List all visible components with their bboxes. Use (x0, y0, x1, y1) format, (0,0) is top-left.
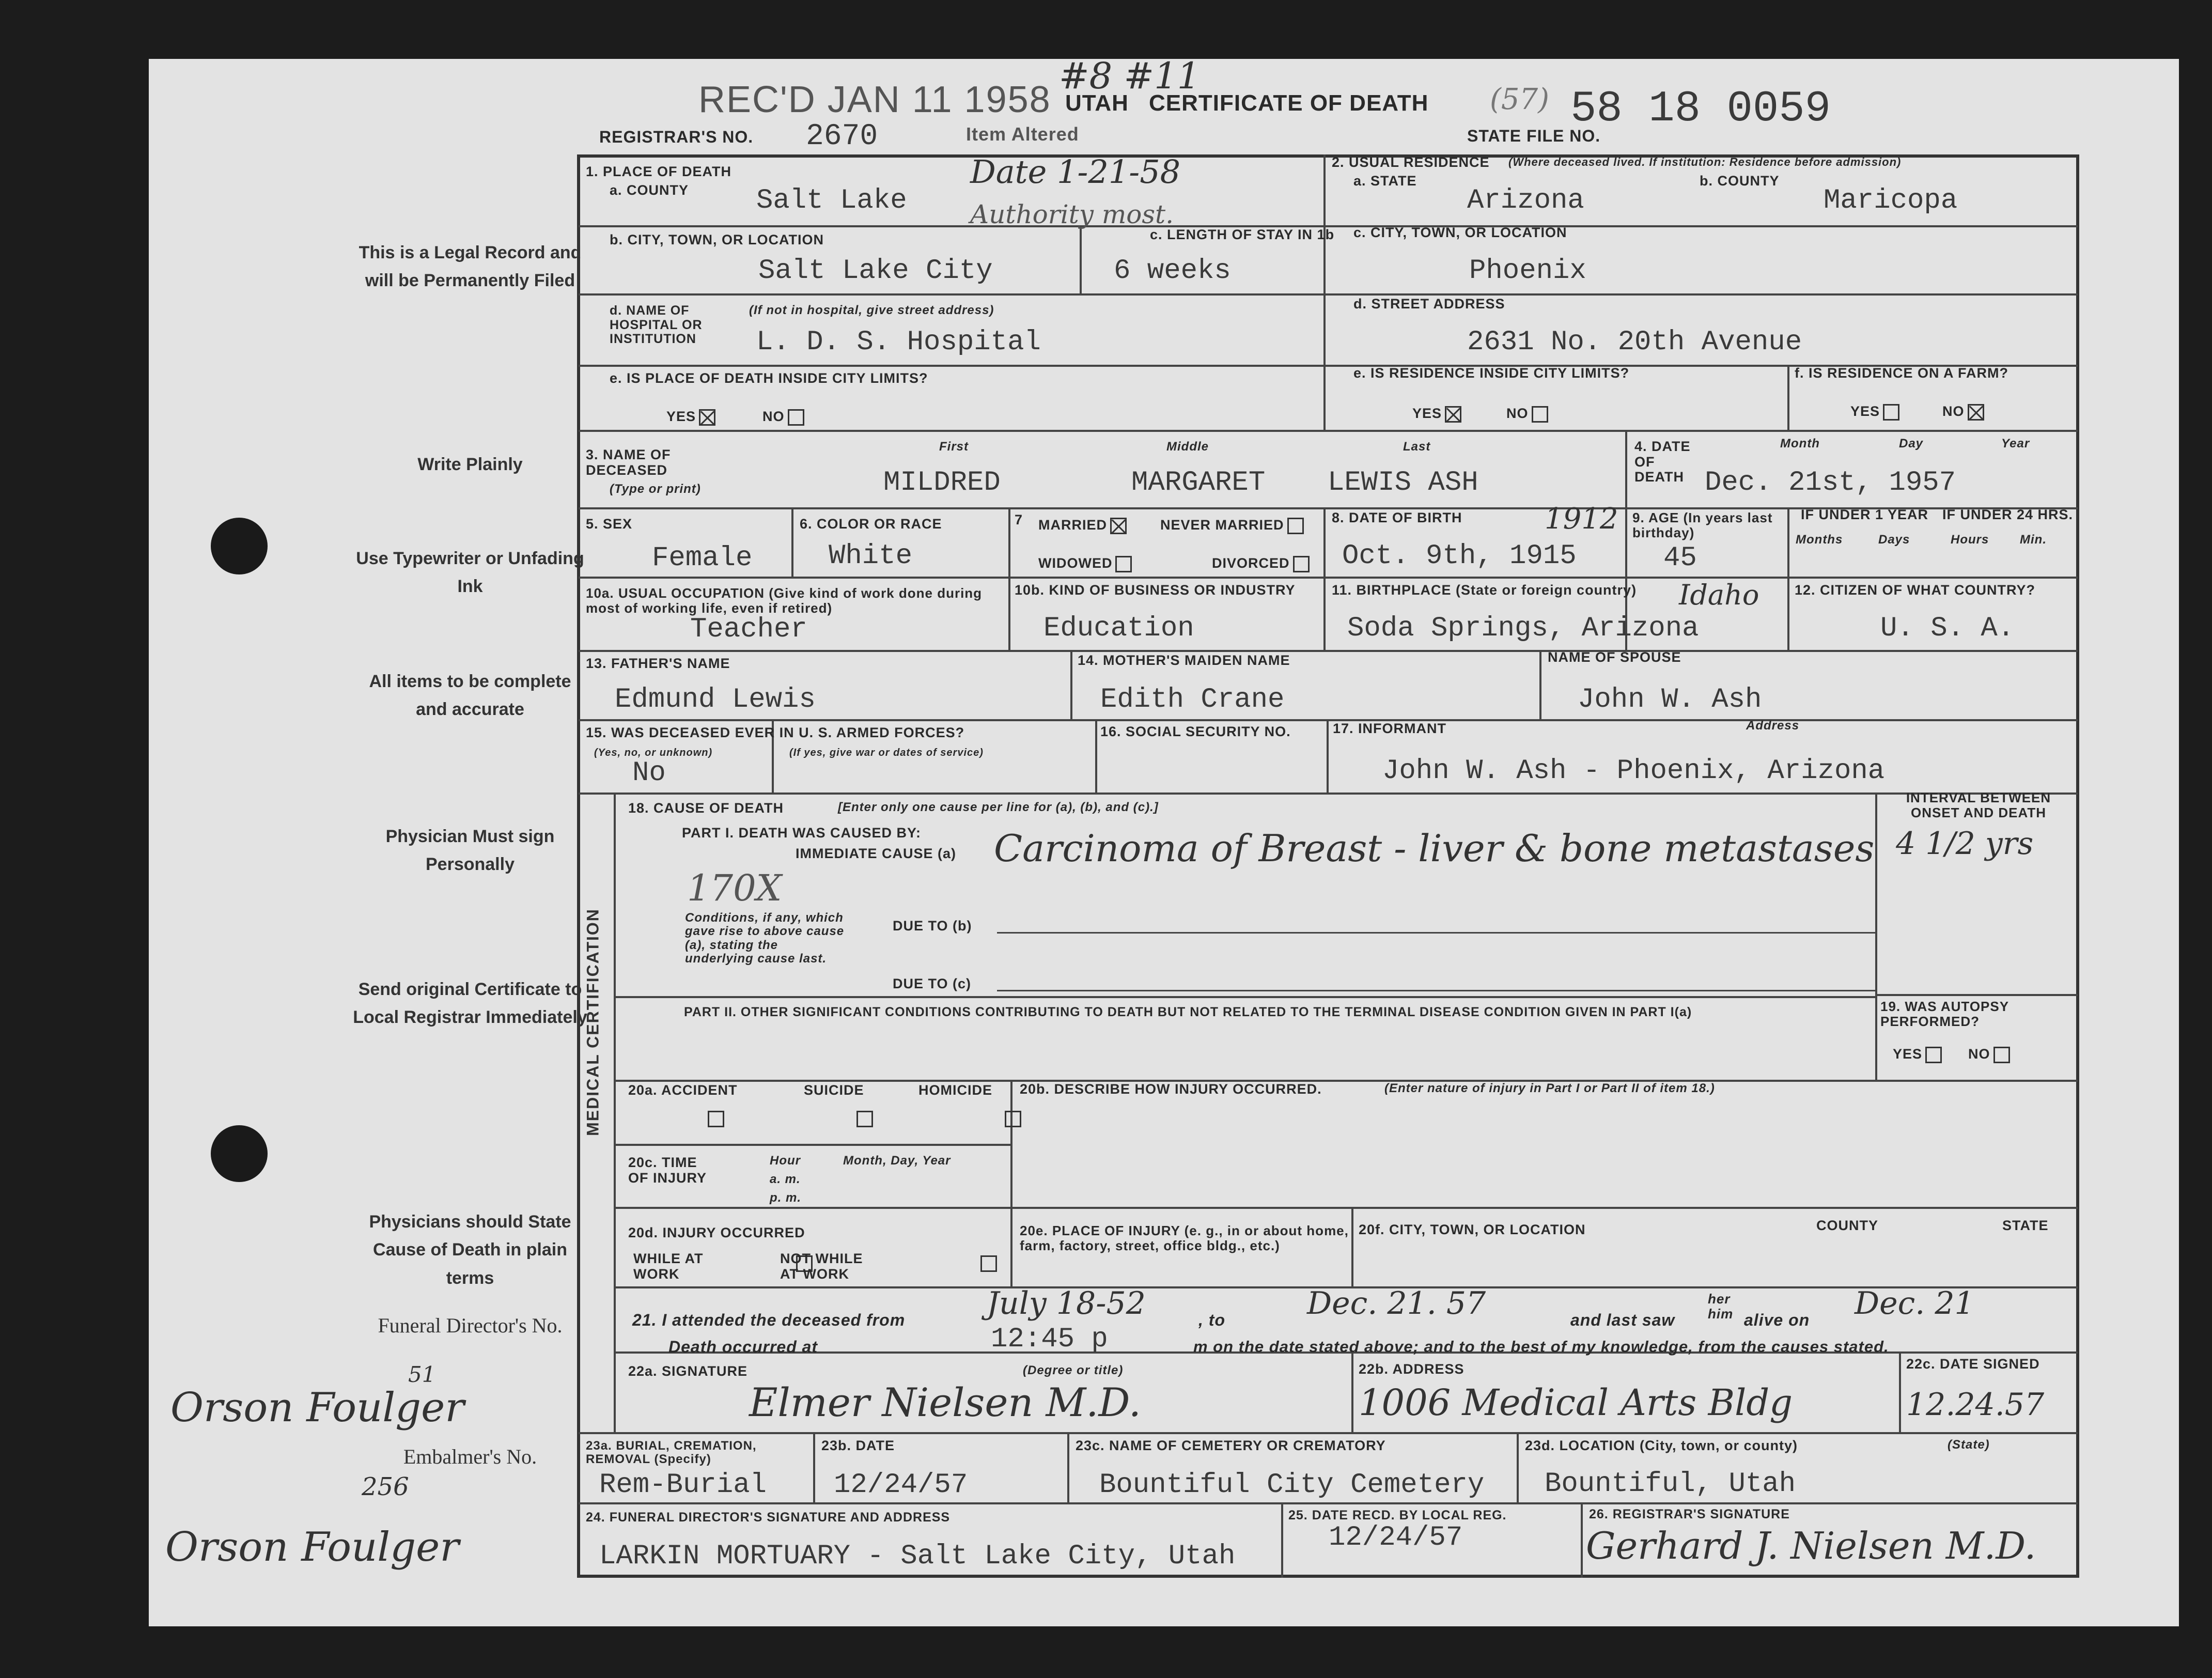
deceased-label: 3. NAME OF DECEASED (586, 447, 671, 478)
homicide-checkbox[interactable] (1005, 1111, 1021, 1127)
date-recd-value: 12/24/57 (1329, 1522, 1463, 1553)
immediate-cause-label: IMMEDIATE CAUSE (a) (796, 846, 957, 861)
conditions-note: Conditions, if any, which gave rise to above cause (a), stating the underlying cause last. (685, 911, 845, 966)
punch-hole (211, 518, 268, 574)
hours-label: Hours (1951, 533, 1989, 547)
first-name-label: First (939, 440, 969, 454)
under-24-hrs-label: IF UNDER 24 HRS. (1942, 507, 2074, 522)
date-signed-value: 12.24.57 (1906, 1387, 2045, 1423)
last-name-value: LEWIS ASH (1328, 467, 1478, 499)
father-label: 13. FATHER'S NAME (586, 656, 730, 671)
color-value: White (829, 540, 913, 572)
street-label: d. STREET ADDRESS (1353, 296, 1505, 312)
mother-label: 14. MOTHER'S MAIDEN NAME (1078, 652, 1290, 668)
place-of-death-label: 1. PLACE OF DEATH (586, 164, 732, 179)
injury-state-label: STATE (2002, 1218, 2049, 1233)
year-label: Year (2001, 437, 2030, 450)
part2-label: PART II. OTHER SIGNIFICANT CONDITIONS CONTRIBUTING TO DEATH BUT NOT RELATED TO THE TERMINAL DISEASE CONDITION GIVEN IN PART I(a) (684, 1005, 1692, 1019)
age-value: 45 (1663, 542, 1697, 574)
registrar-signature: Gerhard J. Nielsen M.D. (1586, 1524, 2036, 1567)
signature-label: 22a. SIGNATURE (628, 1363, 748, 1379)
residence-label: 2. USUAL RESIDENCE (1332, 154, 1490, 170)
age-label: 9. AGE (In years last birthday) (1632, 510, 1773, 540)
due-to-b-label: DUE TO (b) (893, 918, 972, 934)
funeral-director-value: LARKIN MORTUARY - Salt Lake City, Utah (599, 1541, 1236, 1572)
birthplace-correction: Idaho (1679, 579, 1759, 611)
burial-date-label: 23b. DATE (821, 1438, 895, 1453)
autopsy-yes[interactable]: YES (1893, 1047, 1942, 1063)
months-label: Months (1796, 533, 1843, 547)
burial-location-label: 23d. LOCATION (City, town, or county) (1525, 1438, 1798, 1453)
cause-note: [Enter only one cause per line for (a), (b), and (c).] (838, 800, 1159, 814)
registrar-signature-label: 26. REGISTRAR'S SIGNATURE (1589, 1507, 1790, 1521)
hour-label: Hour (770, 1154, 801, 1168)
state-file-label: STATE FILE NO. (1467, 127, 1601, 145)
physician-signature: Elmer Nielsen M.D. (749, 1379, 1141, 1425)
residence-inside-city-no[interactable]: NO (1506, 406, 1548, 423)
funeral-director-no: 51 (408, 1362, 436, 1387)
funeral-director-signature: Orson Foulger (170, 1385, 464, 1431)
death-occurred-rest: m on the date stated above; and to the best of my knowledge, from the causes stated. (1193, 1338, 1889, 1356)
birthplace-value: Soda Springs, Arizona (1347, 613, 1699, 644)
sex-label: 5. SEX (586, 516, 633, 532)
place-inside-city-label: e. IS PLACE OF DEATH INSIDE CITY LIMITS? (610, 370, 928, 386)
date-recd-label: 25. DATE RECD. BY LOCAL REG. (1288, 1508, 1507, 1522)
birth-year-correction: 1912 (1545, 502, 1618, 536)
sidebar-note-typewriter: Use Typewriter or Unfading Ink (356, 549, 584, 597)
death-occurred-label: Death occurred at (668, 1338, 818, 1356)
embalmer-label: Embalmer's No. (403, 1445, 537, 1468)
residence-inside-city-yes[interactable]: YES (1412, 406, 1461, 423)
day-label: Day (1899, 437, 1924, 450)
degree-note: (Degree or title) (1023, 1363, 1124, 1377)
autopsy-no[interactable]: NO (1968, 1047, 2010, 1063)
informant-address-label: Address (1746, 719, 1800, 733)
middle-name-label: Middle (1166, 440, 1209, 454)
mother-value: Edith Crane (1100, 684, 1285, 716)
residence-county-label: b. COUNTY (1700, 173, 1780, 189)
cemetery-label: 23c. NAME OF CEMETERY OR CREMATORY (1076, 1438, 1386, 1453)
sidebar-note-physician: Physician Must sign Personally (385, 827, 555, 875)
armed-forces-value: No (632, 757, 666, 789)
alive-on-label: alive on (1744, 1311, 1810, 1329)
stay-label: c. LENGTH OF STAY IN 1b (1150, 227, 1335, 242)
cause-code: 170X (687, 867, 782, 909)
burial-state-label: (State) (1948, 1438, 1990, 1452)
first-name-value: MILDRED (883, 467, 1001, 499)
death-date-value: Dec. 21st, 1957 (1705, 467, 1956, 499)
citizen-value: U. S. A. (1880, 613, 2015, 644)
her-him-label: her him (1708, 1291, 1734, 1322)
received-stamp: REC'D JAN 11 1958 (698, 79, 1051, 120)
hospital-label: d. NAME OF HOSPITAL OR INSTITUTION (610, 303, 703, 346)
embalmer-signature: Orson Foulger (165, 1524, 459, 1571)
days-label: Days (1878, 533, 1910, 547)
birthplace-label: 11. BIRTHPLACE (State or foreign country) (1332, 582, 1637, 598)
occupation-label: 10a. USUAL OCCUPATION (Give kind of work done during most of working life, even if retired) (586, 585, 983, 616)
married-option[interactable]: MARRIED (1038, 518, 1127, 534)
stay-value: 6 weeks (1114, 255, 1231, 287)
title-state: UTAH (1065, 90, 1129, 116)
injury-occurred-label: 20d. INJURY OCCURRED (628, 1225, 805, 1240)
sidebar-note-legal: This is a Legal Record and will be Permanently Filed (359, 243, 582, 291)
residence-state-value: Arizona (1467, 185, 1584, 216)
marital-label: 7 (1015, 512, 1023, 527)
residence-city-value: Phoenix (1469, 255, 1586, 287)
death-date-label: 4. DATE OF DEATH (1634, 439, 1691, 485)
attended-to: Dec. 21. 57 (1307, 1285, 1486, 1322)
burial-location-value: Bountiful, Utah (1545, 1468, 1796, 1500)
never-married-option[interactable]: NEVER MARRIED (1160, 518, 1304, 534)
suicide-label: SUICIDE (804, 1082, 864, 1098)
spouse-label: NAME OF SPOUSE (1548, 649, 1681, 665)
burial-label: 23a. BURIAL, CREMATION, REMOVAL (Specify) (586, 1439, 757, 1467)
cause-a-value: Carcinoma of Breast - liver & bone metastases (994, 827, 1875, 870)
item-altered: Item Altered (966, 123, 1079, 145)
month-day-year-label: Month, Day, Year (843, 1154, 951, 1168)
item-number-note: #8 #11 (1059, 55, 1201, 97)
embalmer-no: 256 (362, 1472, 409, 1501)
birth-label: 8. DATE OF BIRTH (1332, 510, 1462, 525)
physician-address: 1006 Medical Arts Bldg (1359, 1381, 1793, 1424)
while-at-work-label: WHILE AT WORK (633, 1251, 704, 1282)
residence-state-label: a. STATE (1353, 173, 1417, 189)
minutes-label: Min. (2020, 533, 2047, 547)
sidebar-note-cause: Physicians should State Cause of Death in plain terms (369, 1212, 571, 1288)
sex-value: Female (652, 542, 753, 574)
interval-value: 4 1/2 yrs (1896, 826, 2034, 862)
deceased-sub: (Type or print) (610, 482, 701, 496)
autopsy-label: 19. WAS AUTOPSY PERFORMED? (1880, 999, 2009, 1029)
father-value: Edmund Lewis (615, 684, 816, 716)
due-to-c-label: DUE TO (c) (893, 976, 972, 991)
ssn-label: 16. SOCIAL SECURITY NO. (1100, 724, 1291, 739)
death-city-value: Salt Lake City (758, 255, 993, 287)
armed-forces-label: 15. WAS DECEASED EVER IN U. S. ARMED FORCES? (586, 725, 965, 740)
attended-from: July 18-52 (987, 1285, 1146, 1322)
city-label: b. CITY, TOWN, OR LOCATION (610, 232, 824, 247)
color-label: 6. COLOR OR RACE (800, 516, 942, 532)
last-name-label: Last (1403, 440, 1431, 454)
injury-description-note: (Enter nature of injury in Part I or Part II of item 18.) (1384, 1081, 1715, 1095)
alive-on-date: Dec. 21 (1855, 1285, 1974, 1322)
death-time-value: 12:45 p (991, 1324, 1108, 1355)
injury-city-label: 20f. CITY, TOWN, OR LOCATION (1359, 1222, 1586, 1237)
burial-date-value: 12/24/57 (834, 1469, 968, 1501)
business-label: 10b. KIND OF BUSINESS OR INDUSTRY (1015, 582, 1296, 598)
widowed-option[interactable]: WIDOWED (1038, 556, 1132, 572)
injury-description-label: 20b. DESCRIBE HOW INJURY OCCURRED. (1020, 1081, 1322, 1097)
divorced-option[interactable]: DIVORCED (1212, 556, 1310, 572)
punch-hole (211, 1125, 268, 1182)
residence-city-label: c. CITY, TOWN, OR LOCATION (1353, 225, 1567, 240)
registrar-no-label: REGISTRAR'S NO. (599, 128, 754, 146)
sidebar-note-write: Write Plainly (417, 455, 523, 474)
residence-inside-city-label: e. IS RESIDENCE INSIDE CITY LIMITS? (1353, 365, 1630, 381)
accident-checkbox[interactable] (708, 1111, 724, 1127)
armed-forces-sub1: (Yes, no, or unknown) (594, 747, 713, 758)
attended-label: 21. I attended the deceased from (632, 1311, 906, 1329)
not-while-at-work-label: NOT WHILE AT WORK (780, 1251, 863, 1282)
date-signed-label: 22c. DATE SIGNED (1906, 1356, 2040, 1372)
cause-of-death-label: 18. CAUSE OF DEATH (628, 800, 784, 816)
physician-address-label: 22b. ADDRESS (1359, 1361, 1465, 1377)
sidebar-note-send: Send original Certificate to Local Registrar Immediately (353, 980, 587, 1028)
date-note: Date 1-21-58 (970, 153, 1181, 191)
under-1-year-label: IF UNDER 1 YEAR (1801, 507, 1929, 522)
medical-certification-label: MEDICAL CERTIFICATION (583, 908, 602, 1136)
county-label: a. COUNTY (610, 182, 689, 198)
burial-value: Rem-Burial (599, 1469, 767, 1501)
street-value: 2631 No. 20th Avenue (1467, 327, 1802, 358)
time-of-injury-label: 20c. TIME OF INJURY (628, 1155, 707, 1186)
sidebar-note-complete: All items to be complete and accurate (369, 672, 571, 720)
interval-label: INTERVAL BETWEEN ONSET AND DEATH (1906, 790, 2051, 820)
farm-label: f. IS RESIDENCE ON A FARM? (1795, 365, 2009, 381)
place-inside-city-yes[interactable]: YES (666, 409, 715, 426)
pm-label: p. m. (770, 1191, 802, 1205)
cemetery-value: Bountiful City Cemetery (1099, 1469, 1485, 1501)
injury-county-label: COUNTY (1816, 1218, 1878, 1233)
armed-forces-sub2: (If yes, give war or dates of service) (789, 747, 984, 758)
place-of-injury-label: 20e. PLACE OF INJURY (e. g., in or about home, farm, factory, street, office bldg., etc.) (1020, 1223, 1349, 1253)
farm-yes[interactable]: YES (1850, 404, 1899, 421)
hospital-note: (If not in hospital, give street address) (749, 303, 994, 317)
part1-label: PART I. DEATH WAS CAUSED BY: (682, 825, 922, 841)
residence-note: (Where deceased lived. If institution: Residence before admission) (1508, 156, 1902, 168)
am-label: a. m. (770, 1172, 801, 1186)
death-county-value: Salt Lake (756, 185, 907, 216)
not-while-at-work-checkbox[interactable] (980, 1255, 997, 1272)
state-file-no: 58 18 0059 (1570, 85, 1831, 134)
spouse-value: John W. Ash (1578, 684, 1762, 716)
suicide-checkbox[interactable] (856, 1111, 873, 1127)
authority-note: Authority most. (970, 199, 1174, 229)
certificate-title: CERTIFICATE OF DEATH (1149, 90, 1429, 116)
funeral-director-label: Funeral Director's No. (378, 1314, 563, 1337)
citizen-label: 12. CITIZEN OF WHAT COUNTRY? (1795, 582, 2035, 598)
informant-label: 17. INFORMANT (1333, 721, 1447, 736)
homicide-label: HOMICIDE (918, 1082, 992, 1098)
place-inside-city-no[interactable]: NO (762, 409, 804, 426)
birth-value: Oct. 9th, 1915 (1342, 540, 1577, 572)
hospital-value: L. D. S. Hospital (756, 327, 1041, 358)
occupation-value: Teacher (690, 614, 807, 645)
state-file-prefix: (57) (1490, 83, 1549, 116)
funeral-director-sig-label: 24. FUNERAL DIRECTOR'S SIGNATURE AND ADDRESS (586, 1510, 951, 1525)
business-value: Education (1043, 613, 1194, 644)
month-label: Month (1780, 437, 1820, 450)
registrar-no: 2670 (806, 120, 878, 153)
accident-label: 20a. ACCIDENT (628, 1082, 738, 1098)
farm-no[interactable]: NO (1942, 404, 1984, 421)
residence-county-value: Maricopa (1824, 185, 1958, 216)
informant-value: John W. Ash - Phoenix, Arizona (1382, 755, 1885, 787)
middle-name-value: MARGARET (1131, 467, 1266, 499)
last-saw-label: and last saw (1570, 1311, 1675, 1329)
attended-to-label: , to (1198, 1311, 1225, 1329)
